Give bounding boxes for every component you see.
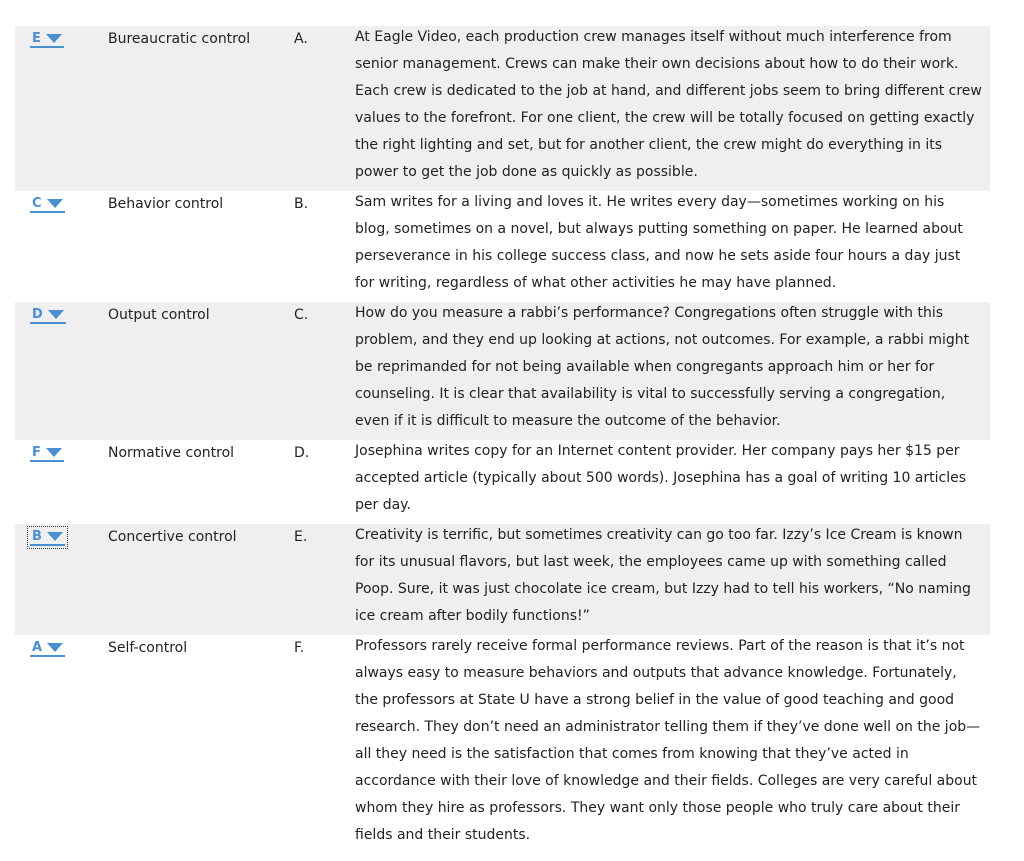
answer-cell bbox=[15, 639, 108, 657]
answer-cell bbox=[15, 444, 108, 462]
answer-value: F bbox=[32, 445, 41, 460]
answer-value: C bbox=[32, 196, 42, 211]
matching-row-1 bbox=[15, 26, 990, 191]
answer-dropdown-1[interactable] bbox=[30, 31, 64, 48]
option-letter: D. bbox=[294, 445, 310, 461]
chevron-down-icon bbox=[47, 199, 63, 208]
option-letter: E. bbox=[294, 529, 308, 545]
term-label: Self-control bbox=[108, 640, 188, 656]
matching-row-3 bbox=[15, 302, 990, 440]
term-label: Output control bbox=[108, 307, 210, 323]
matching-row-5 bbox=[15, 524, 990, 635]
answer-dropdown-4[interactable] bbox=[30, 445, 64, 462]
matching-row-2 bbox=[15, 191, 990, 302]
chevron-down-icon bbox=[47, 643, 63, 652]
answer-cell bbox=[15, 528, 108, 546]
matching-table bbox=[15, 26, 990, 859]
matching-row-4 bbox=[15, 440, 990, 524]
answer-dropdown-5[interactable] bbox=[30, 529, 65, 546]
answer-value: B bbox=[32, 529, 42, 544]
chevron-down-icon bbox=[48, 310, 64, 319]
answer-cell bbox=[15, 195, 108, 213]
option-letter: A. bbox=[294, 31, 308, 47]
chevron-down-icon bbox=[46, 448, 62, 457]
option-description: At Eagle Video, each production crew manages itself without much interference from senior management. Crews can make their own decisions about how to do their work. Each crew is dedicated to the job at hand, and different jobs seem to bring different crew values to the forefront. For one client, the crew will be totally focused on getting exactly the right lighting and set, but for another client, the crew might do everything in its power to get the job done as quickly as possible. bbox=[355, 29, 982, 180]
answer-dropdown-3[interactable] bbox=[30, 307, 66, 324]
answer-cell bbox=[15, 30, 108, 48]
chevron-down-icon bbox=[46, 34, 62, 43]
term-label: Normative control bbox=[108, 445, 235, 461]
term-label: Bureaucratic control bbox=[108, 31, 251, 47]
option-letter: C. bbox=[294, 307, 309, 323]
option-description: Creativity is terrific, but sometimes creativity can go too far. Izzy’s Ice Cream is known for its unusual flavors, but last week, the employees came up with something called Poop. Sure, it was just chocolate ice cream, but Izzy had to tell his workers, “No naming ice cream after bodily functions!” bbox=[355, 527, 971, 624]
answer-value: E bbox=[32, 31, 41, 46]
term-label: Concertive control bbox=[108, 529, 237, 545]
option-letter: F. bbox=[294, 640, 305, 656]
answer-value: D bbox=[32, 307, 43, 322]
option-description: Josephina writes copy for an Internet content provider. Her company pays her $15 per accepted article (typically about 500 words). Josephina has a goal of writing 10 articles per day. bbox=[355, 443, 967, 513]
option-description: Professors rarely receive formal performance reviews. Part of the reason is that it’s not always easy to measure behaviors and outputs that advance knowledge. Fortunately, the professors at State U have a strong belief in the value of good teaching and good research. They don’t need an administrator telling them if they’ve done well on the job—all they need is the satisfaction that comes from knowing that they’ve acted in accordance with their love of knowledge and their fields. Colleges are very careful about whom they hire as professors. They want only those people who truly care about their fields and their students. bbox=[355, 638, 981, 843]
chevron-down-icon bbox=[47, 532, 63, 541]
answer-cell bbox=[15, 306, 108, 324]
answer-dropdown-6[interactable] bbox=[30, 640, 65, 657]
answer-dropdown-2[interactable] bbox=[30, 196, 65, 213]
answer-value: A bbox=[32, 640, 43, 655]
matching-row-6 bbox=[15, 635, 990, 859]
option-letter: B. bbox=[294, 196, 309, 212]
option-description: Sam writes for a living and loves it. He writes every day—sometimes working on his blog, sometimes on a novel, but always putting something on paper. He learned about perseverance in his college success class, and now he sets aside four hours a day just for writing, regardless of what other activities he may have planned. bbox=[355, 194, 963, 291]
option-description: How do you measure a rabbi’s performance? Congregations often struggle with this problem, and they end up looking at actions, not outcomes. For example, a rabbi might be reprimanded for not being available when congregants approach him or her for counseling. It is clear that availability is vital to successfully serving a congregation, even if it is difficult to measure the outcome of the behavior. bbox=[355, 305, 970, 429]
term-label: Behavior control bbox=[108, 196, 224, 212]
